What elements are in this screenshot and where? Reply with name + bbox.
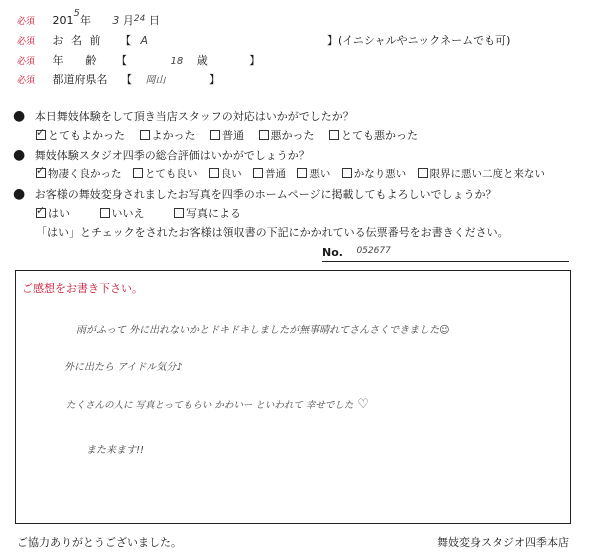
required-mark: 必須 xyxy=(17,17,36,27)
name-label: お 名 前 xyxy=(52,34,103,47)
checkbox[interactable] xyxy=(100,208,110,218)
age-value: 18 xyxy=(170,56,184,67)
slip-label: No. xyxy=(322,246,343,259)
option-item[interactable] xyxy=(259,129,315,142)
age-close-bracket: 】 xyxy=(249,54,261,67)
question-2-options xyxy=(36,166,545,181)
question-1 xyxy=(13,108,354,124)
checkbox[interactable] xyxy=(140,130,150,140)
option-item[interactable] xyxy=(297,168,330,180)
option-item[interactable] xyxy=(210,129,244,142)
option-item[interactable] xyxy=(36,204,70,220)
question-text: お客様の舞妓変身されましたお写真を四季のホームページに掲載してもよろしいでしょうか？ xyxy=(34,188,497,201)
footer-thanks: ご協力ありがとうございました。 xyxy=(17,536,182,549)
slip-number-field[interactable] xyxy=(322,246,569,262)
date-day-value: 24 xyxy=(133,14,146,24)
option-label: 物凄く良かった xyxy=(48,168,122,180)
prefecture-row xyxy=(17,71,220,87)
checkbox[interactable] xyxy=(133,168,143,178)
option-label: いいえ xyxy=(111,207,145,220)
checkbox[interactable] xyxy=(342,168,352,178)
checkbox[interactable] xyxy=(174,208,184,218)
option-label: 悪い xyxy=(309,168,331,180)
comment-line-2: 外に出たら アイドル気分♪ xyxy=(64,362,183,373)
required-mark: 必須 xyxy=(17,37,36,47)
check-icon: ✓ xyxy=(36,126,46,139)
option-item[interactable] xyxy=(100,207,145,220)
bullet-icon: ● xyxy=(13,186,26,202)
checkbox[interactable] xyxy=(36,164,46,178)
heart-icon: ♡ xyxy=(357,397,370,412)
option-label: よかった xyxy=(151,129,196,142)
footer-shop-name: 舞妓変身スタジオ四季本店 xyxy=(437,536,569,549)
option-label: 普通 xyxy=(222,129,244,142)
date-row xyxy=(17,8,160,28)
question-3-options xyxy=(36,205,252,221)
required-mark: 必須 xyxy=(17,76,36,86)
option-label: 良い xyxy=(220,168,242,180)
question-2 xyxy=(13,147,310,163)
option-item[interactable] xyxy=(418,168,546,180)
comment-line-4: また来ます!! xyxy=(86,445,145,456)
option-label: とても悪かった xyxy=(341,129,418,142)
option-item[interactable] xyxy=(329,129,418,142)
age-unit: 歳 xyxy=(196,54,208,67)
checkbox[interactable] xyxy=(259,130,269,140)
comment-prompt: ご感想をお書き下さい。 xyxy=(22,282,143,295)
option-label: 普通 xyxy=(265,168,287,180)
comment-box[interactable] xyxy=(15,270,571,524)
option-label: はい xyxy=(48,207,70,220)
question-1-options xyxy=(36,127,429,143)
checkbox[interactable] xyxy=(329,130,339,140)
option-item[interactable] xyxy=(36,126,125,142)
option-label: 写真による xyxy=(186,207,241,220)
option-label: とてもよかった xyxy=(48,129,125,142)
option-label: とても良い xyxy=(144,168,198,180)
bullet-icon: ● xyxy=(13,147,26,163)
option-item[interactable] xyxy=(36,164,122,180)
question-3 xyxy=(13,186,497,202)
question-text: 本日舞妓体験をして頂き当店スタッフの対応はいかがでしたか？ xyxy=(34,110,354,123)
slip-note: 「はい」とチェックをされたお客様は領収書の下記にかかれている伝票番号をお書きください。 xyxy=(36,226,509,239)
check-icon: ✓ xyxy=(36,164,46,177)
question-text: 舞妓体験スタジオ四季の総合評価はいかがでしょうか？ xyxy=(34,149,310,162)
prefecture-label: 都道府県名 xyxy=(52,73,108,86)
option-item[interactable] xyxy=(253,168,286,180)
option-label: 限界に悪い二度と来ない xyxy=(429,168,546,180)
date-month-label: 月 xyxy=(122,14,134,27)
age-label: 年 齢 xyxy=(52,54,97,67)
checkbox[interactable] xyxy=(36,204,46,218)
comment-line-3-wrap xyxy=(66,397,369,412)
comment-line-3: たくさんの人に 写真とってもらい かわいー といわれて 幸せでした xyxy=(66,400,354,411)
date-day-label: 日 xyxy=(148,14,160,27)
slip-value: 052677 xyxy=(356,246,391,256)
option-item[interactable] xyxy=(342,168,407,180)
date-month-value: 3 xyxy=(112,14,120,27)
date-year-handwritten: 5 xyxy=(73,8,80,19)
prefecture-value: 岡山 xyxy=(145,75,166,86)
bullet-icon: ● xyxy=(13,108,26,124)
date-year-prefix: 201 xyxy=(52,14,74,27)
check-icon: ✓ xyxy=(36,204,46,217)
checkbox[interactable] xyxy=(210,130,220,140)
comment-line-1: 雨がふって 外に出れないかとドキドキしましたが無事晴れてさんさくできました☺ xyxy=(76,325,450,336)
name-open-bracket: 【 xyxy=(120,34,132,47)
option-label: かなり悪い xyxy=(353,168,407,180)
checkbox[interactable] xyxy=(418,168,428,178)
checkbox[interactable] xyxy=(297,168,307,178)
prefecture-open-bracket: 【 xyxy=(121,73,133,86)
required-mark: 必須 xyxy=(17,57,36,67)
checkbox[interactable] xyxy=(36,126,46,140)
age-open-bracket: 【 xyxy=(116,54,128,67)
prefecture-close-bracket: 】 xyxy=(209,73,221,86)
name-close-note: 】(イニシャルやニックネームでも可) xyxy=(327,34,511,47)
name-value: A xyxy=(140,34,149,47)
slip-underline xyxy=(322,261,569,262)
option-label: 悪かった xyxy=(270,129,315,142)
checkbox[interactable] xyxy=(209,168,219,178)
option-item[interactable] xyxy=(140,129,196,142)
option-item[interactable] xyxy=(174,207,241,220)
name-row xyxy=(17,32,148,48)
age-row xyxy=(17,52,260,68)
date-year-label: 年 xyxy=(79,14,91,27)
option-item[interactable] xyxy=(209,168,242,180)
checkbox[interactable] xyxy=(253,168,263,178)
option-item[interactable] xyxy=(133,168,198,180)
